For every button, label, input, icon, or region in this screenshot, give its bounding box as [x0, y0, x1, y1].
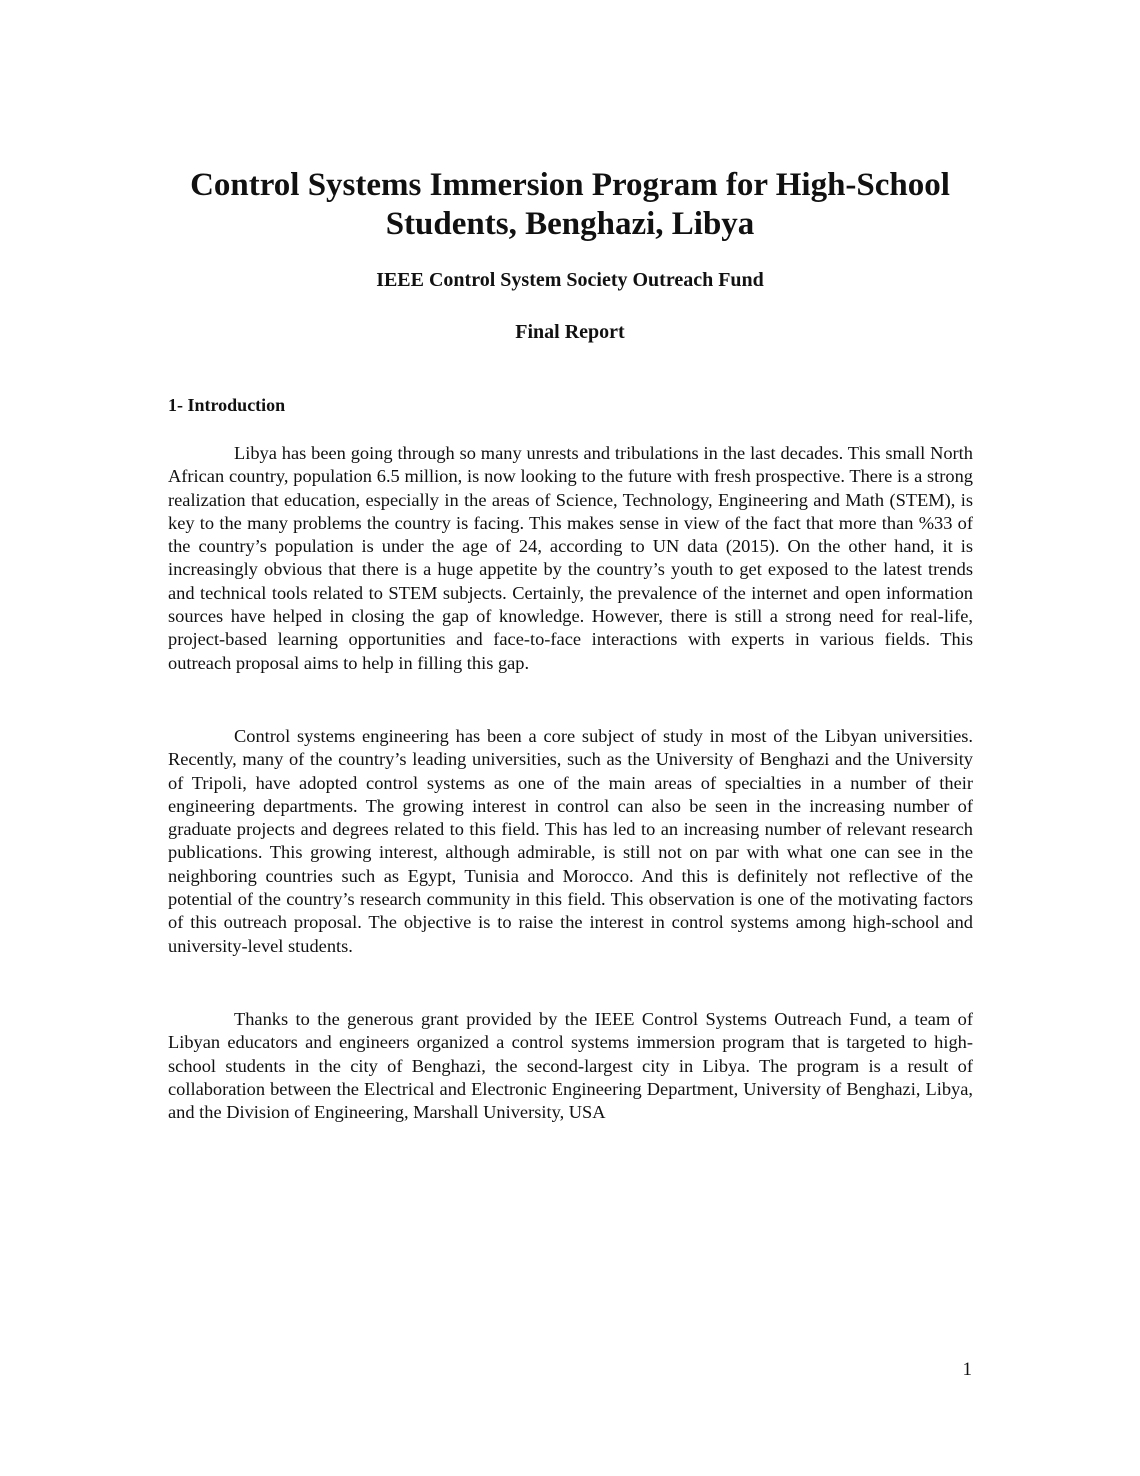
document-title [120, 166, 1020, 244]
paragraph-2: Control systems engineering has been a core subject of study in most of the Libyan universities. Recently, many of the country’s leading universities, such as the University of Benghazi and the University of Tripoli, have adopted control systems as one of the main areas of specialties in a number of their engineering departments. The growing interest in control can also be seen in the increasing number of graduate projects and degrees related to this field. This has led to an increasing number of relevant research publications. This growing interest, although admirable, is still not on par with what one can see in the neighboring countries such as Egypt, Tunisia and Morocco. And this is definitely not reflective of the potential of the country’s research community in this field. This observation is one of the motivating factors of this outreach proposal. The objective is to raise the interest in control systems among high-school and university-level students. [168, 726, 973, 956]
title-line-1: Control Systems Immersion Program for High-School [190, 167, 950, 203]
paragraph-3: Thanks to the generous grant provided by the IEEE Control Systems Outreach Fund, a team of Libyan educators and engineers organized a control systems immersion program that is targeted to high-school students in the city of Benghazi, the second-largest city in Libya. The program is a result of collaboration between the Electrical and Electronic Engineering Department, University of Benghazi, Libya, and the Division of Engineering, Marshall University, USA [168, 1009, 973, 1123]
fund-subtitle: IEEE Control System Society Outreach Fund [376, 269, 764, 291]
report-type-subtitle: Final Report [515, 321, 625, 343]
section-heading-introduction: 1- Introduction [168, 395, 286, 415]
page-number: 1 [962, 1359, 972, 1380]
title-line-2: Students, Benghazi, Libya [385, 206, 755, 242]
paragraph-1: Libya has been going through so many unrests and tribulations in the last decades. This small North African country, population 6.5 million, is now looking to the future with fresh prospective. There is a strong realization that education, especially in the areas of Science, Technology, Engineering and Math (STEM), is key to the many problems the country is facing. This makes sense in view of the fact that more than %33 of the country’s population is under the age of 24, according to UN data (2015). On the other hand, it is increasingly obvious that there is a huge appetite by the country’s youth to get exposed to the latest trends and technical tools related to STEM subjects. Certainly, the prevalence of the internet and open information sources have helped in closing the gap of knowledge. However, there is still a strong need for real-life, project-based learning opportunities and face-to-face interactions with experts in various fields. This outreach proposal aims to help in filling this gap. [168, 443, 973, 673]
